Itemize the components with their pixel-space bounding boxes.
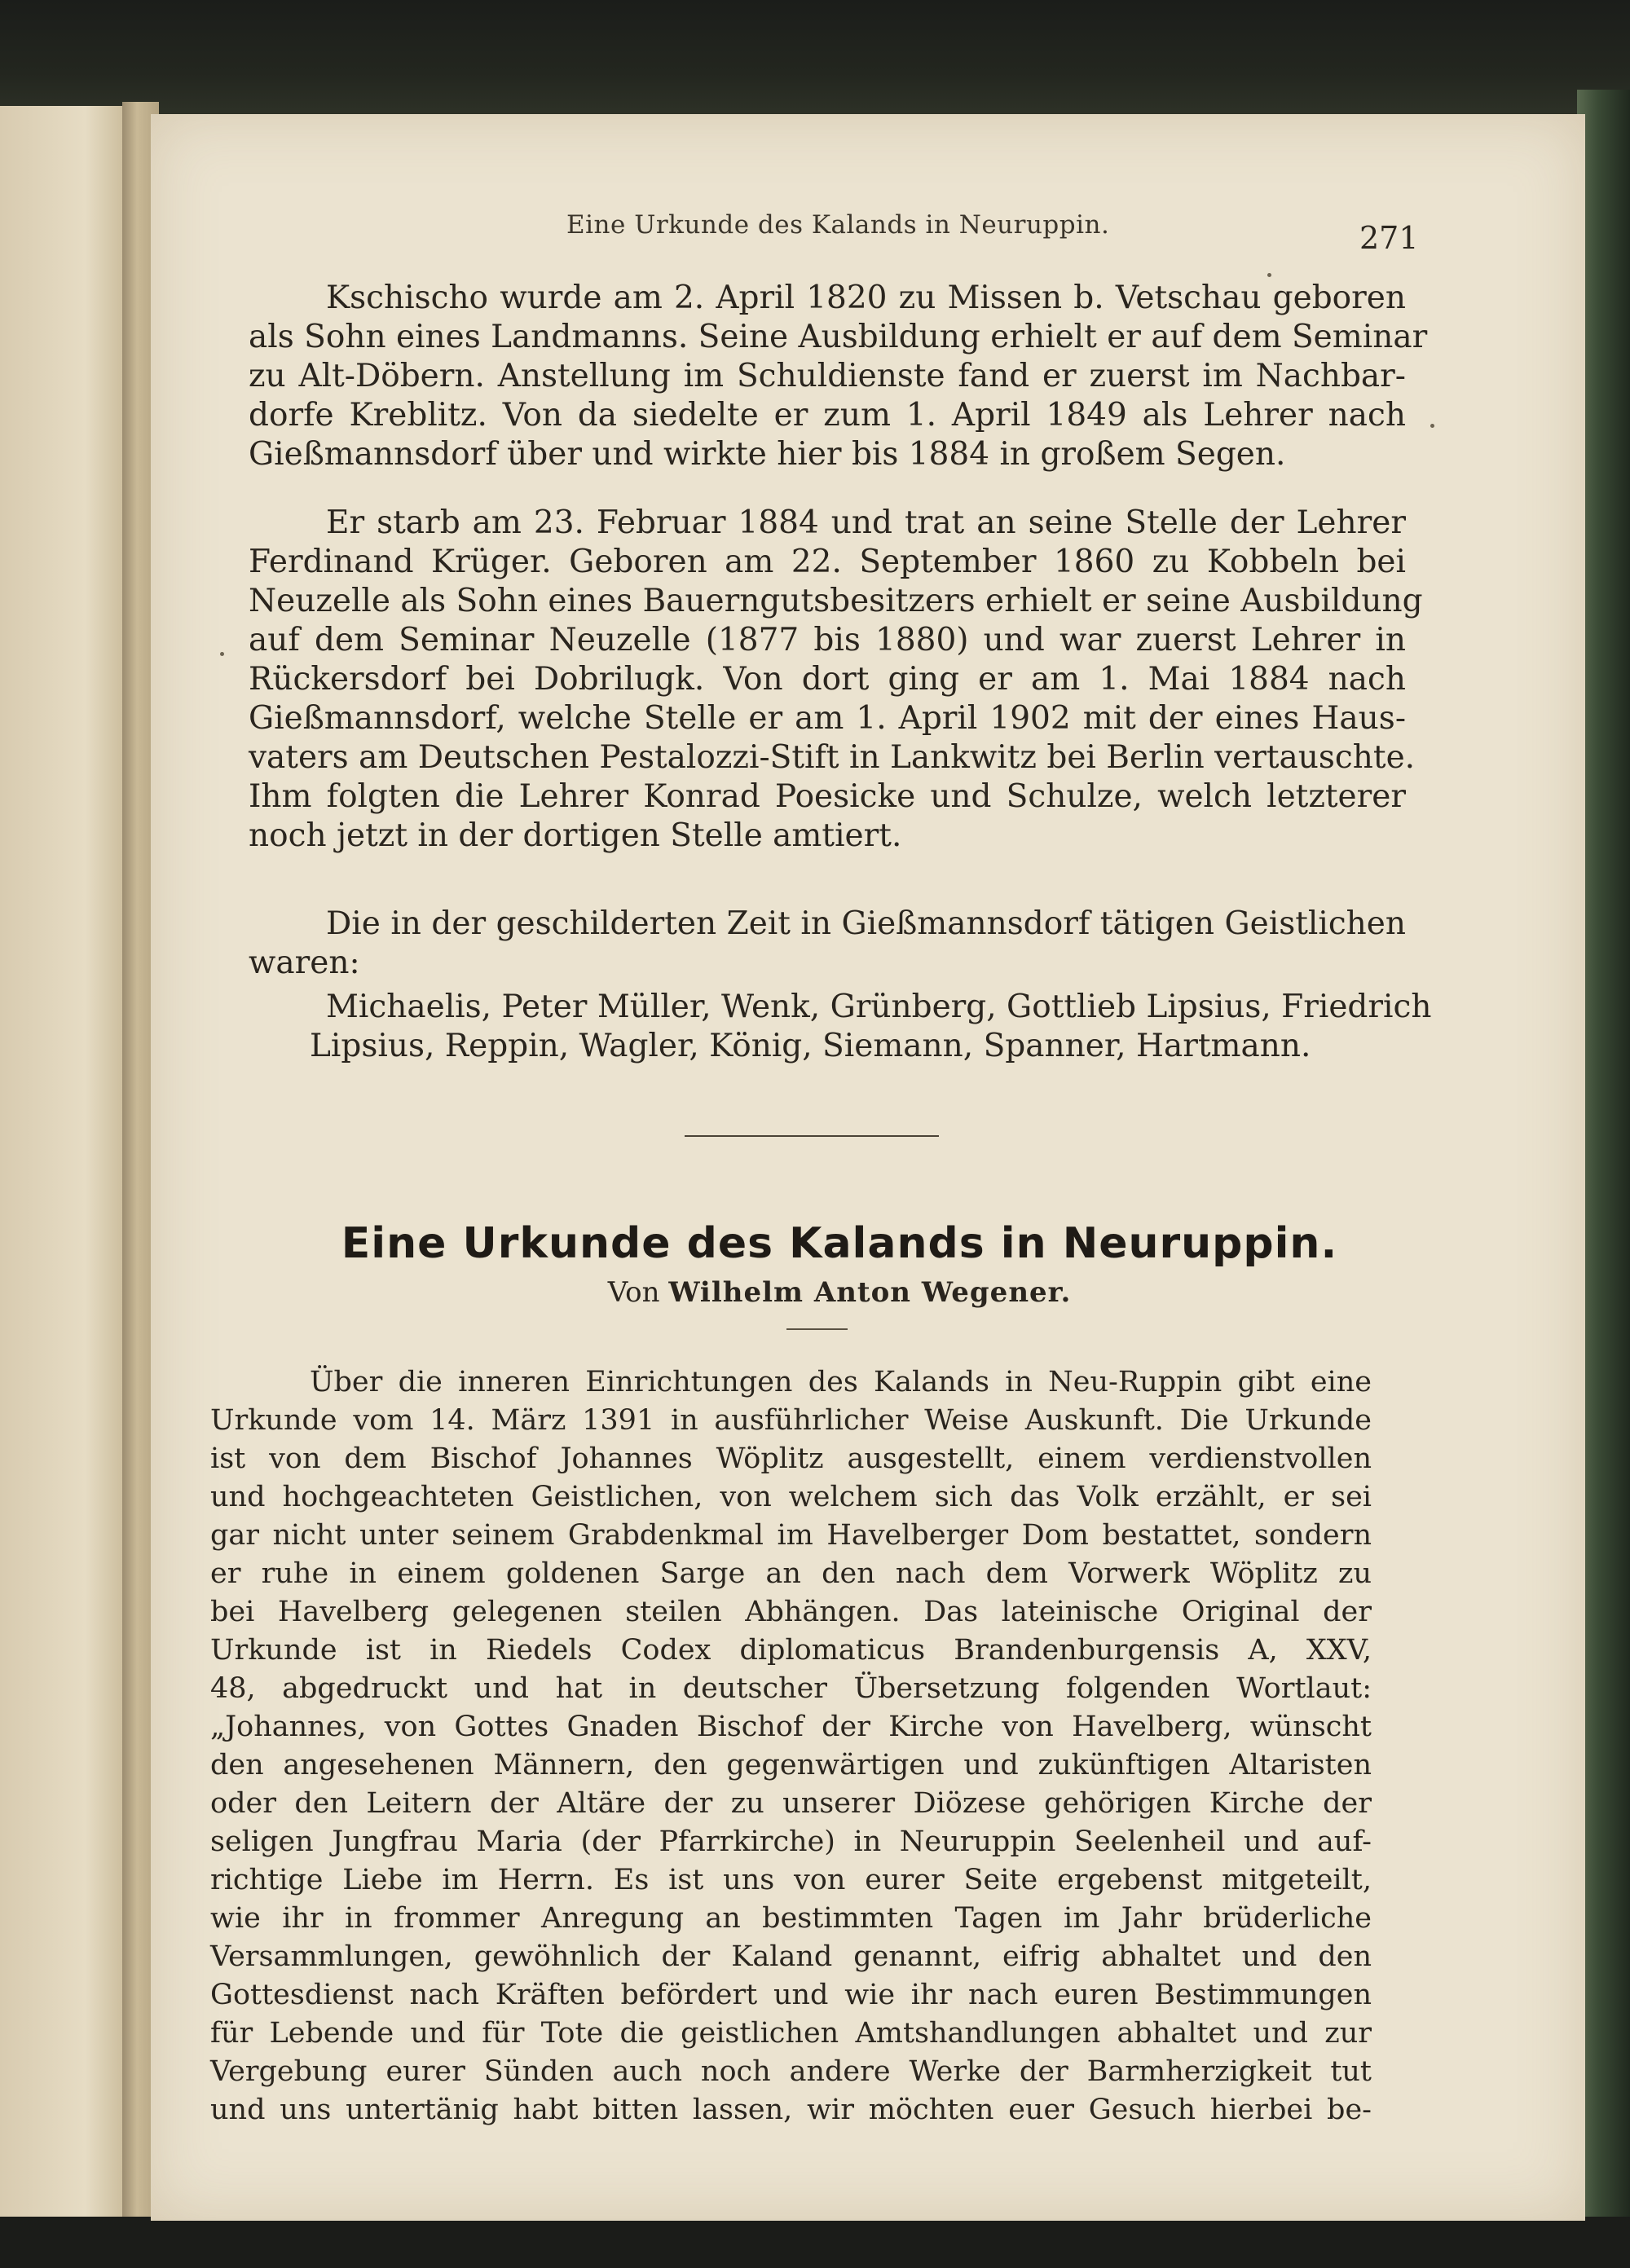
- paper-speck: [1267, 273, 1271, 277]
- text-line: richtige Liebe im Herrn. Es ist uns von eurer Seite ergebenst mitgeteilt,: [210, 1864, 1372, 1896]
- text-line: Gießmannsdorf, welche Stelle er am 1. April 1902 mit der eines Haus-: [249, 700, 1406, 737]
- text-line: den angesehenen Männern, den gegenwärtigen und zukünftigen Altaristen: [210, 1749, 1372, 1781]
- text-line: Die in der geschilderten Zeit in Gießmannsdorf tätigen Geistlichen: [326, 905, 1406, 942]
- text-line: waren:: [249, 945, 360, 981]
- text-line: seligen Jungfrau Maria (der Pfarrkirche) in Neuruppin Seelenheil und auf-: [210, 1825, 1372, 1858]
- article-byline: [310, 1276, 1369, 1313]
- text-line: Urkunde vom 14. März 1391 in ausführlicher Weise Auskunft. Die Urkunde: [210, 1404, 1372, 1437]
- facing-page-edge: [0, 106, 122, 2225]
- scan-background-top: [0, 0, 1630, 122]
- byline-prefix: Von: [607, 1276, 660, 1309]
- text-line: Kschischo wurde am 2. April 1820 zu Missen b. Vetschau geboren: [326, 280, 1406, 316]
- text-line: oder den Leitern der Altäre der zu unserer Diözese gehörigen Kirche der: [210, 1787, 1372, 1820]
- text-line: bei Havelberg gelegenen steilen Abhängen. Das lateinische Original der: [210, 1596, 1372, 1628]
- text-line: Versammlungen, gewöhnlich der Kaland genannt, eifrig abhaltet und den: [210, 1940, 1372, 1973]
- text-line: vaters am Deutschen Pestalozzi-Stift in Lankwitz bei Berlin vertauschte.: [249, 739, 1416, 776]
- text-line: wie ihr in frommer Anregung an bestimmten Tagen im Jahr brüderliche: [210, 1902, 1372, 1935]
- title-divider: [786, 1328, 848, 1330]
- text-line: als Sohn eines Landmanns. Seine Ausbildung erhielt er auf dem Seminar: [249, 319, 1428, 355]
- scan-background-bottom: [0, 2217, 1630, 2268]
- text-line: 48, abgedruckt und hat in deutscher Übersetzung folgenden Wortlaut:: [210, 1672, 1372, 1705]
- text-line: Gottesdienst nach Kräften befördert und wie ihr nach euren Bestimmungen: [210, 1979, 1372, 2011]
- text-line: für Lebende und für Tote die geistlichen Amtshandlungen abhaltet und zur: [210, 2017, 1372, 2050]
- text-line: Ihm folgten die Lehrer Konrad Poesicke und Schulze, welch letzterer: [249, 778, 1406, 815]
- text-line: und uns untertänig habt bitten lassen, wir möchten euer Gesuch hierbei be-: [210, 2094, 1372, 2126]
- paper-speck: [1430, 424, 1434, 428]
- text-line: zu Alt-Döbern. Anstellung im Schuldienste fand er zuerst im Nachbar-: [249, 358, 1406, 394]
- text-line: ist von dem Bischof Johannes Wöplitz ausgestellt, einem verdienstvollen: [210, 1442, 1372, 1475]
- text-line: Vergebung eurer Sünden auch noch andere Werke der Barmherzigkeit tut: [210, 2055, 1372, 2088]
- article-title: Eine Urkunde des Kalands in Neuruppin.: [341, 1219, 1338, 1268]
- text-line: Ferdinand Krüger. Geboren am 22. September 1860 zu Kobbeln bei: [249, 544, 1406, 580]
- page-number: 271: [1359, 220, 1419, 256]
- text-line: Michaelis, Peter Müller, Wenk, Grünberg, Gottlieb Lipsius, Friedrich: [326, 989, 1432, 1025]
- text-line: Urkunde ist in Riedels Codex diplomaticus Brandenburgensis A, XXV,: [210, 1634, 1372, 1667]
- text-line: Er starb am 23. Februar 1884 und trat an seine Stelle der Lehrer: [326, 504, 1406, 541]
- text-line: Über die inneren Einrichtungen des Kalands in Neu-Ruppin gibt eine: [310, 1366, 1372, 1398]
- text-line: er ruhe in einem goldenen Sarge an den nach dem Vorwerk Wöplitz zu: [210, 1557, 1372, 1590]
- paper-speck: [220, 652, 224, 656]
- text-line: Lipsius, Reppin, Wagler, König, Siemann, Spanner, Hartmann.: [310, 1028, 1311, 1064]
- text-line: Rückersdorf bei Dobrilugk. Von dort ging er am 1. Mai 1884 nach: [249, 661, 1406, 698]
- text-line: auf dem Seminar Neuzelle (1877 bis 1880) und war zuerst Lehrer in: [249, 622, 1406, 658]
- article-author: Wilhelm Anton Wegener.: [668, 1276, 1072, 1309]
- text-line: Neuzelle als Sohn eines Bauerngutsbesitzers erhielt er seine Ausbildung: [249, 583, 1423, 619]
- running-head: Eine Urkunde des Kalands in Neuruppin.: [566, 210, 1110, 240]
- text-line: und hochgeachteten Geistlichen, von welchem sich das Volk erzählt, er sei: [210, 1481, 1372, 1513]
- text-line: dorfe Kreblitz. Von da siedelte er zum 1. April 1849 als Lehrer nach: [249, 397, 1406, 434]
- text-line: gar nicht unter seinem Grabdenkmal im Havelberger Dom bestattet, sondern: [210, 1519, 1372, 1552]
- text-line: noch jetzt in der dortigen Stelle amtiert.: [249, 817, 902, 854]
- section-divider: [685, 1135, 939, 1137]
- text-line: „Johannes, von Gottes Gnaden Bischof der Kirche von Havelberg, wünscht: [210, 1711, 1372, 1743]
- text-line: Gießmannsdorf über und wirkte hier bis 1884 in großem Segen.: [249, 436, 1286, 473]
